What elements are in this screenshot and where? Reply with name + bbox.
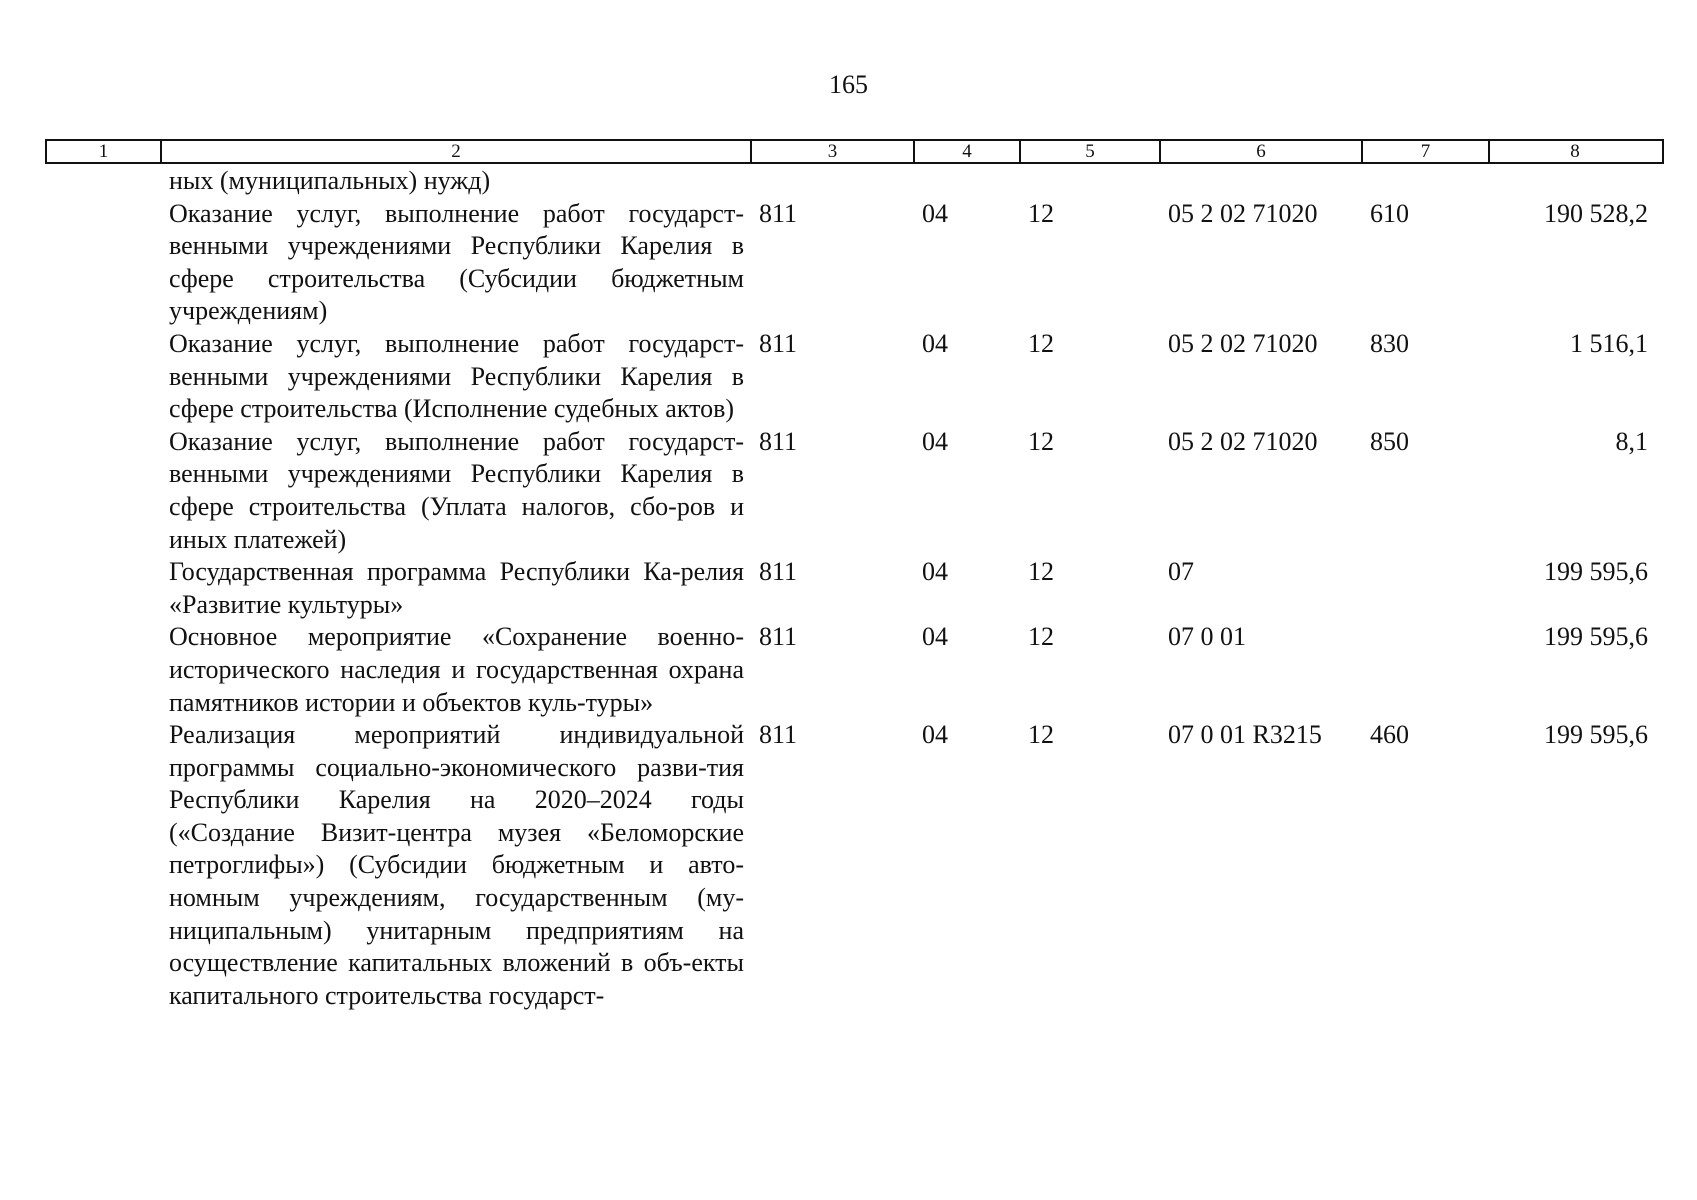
row-vr <box>1359 556 1486 621</box>
table-row <box>45 198 1664 328</box>
row-pr: 12 <box>1028 622 1054 652</box>
row-sum: 199 595,6 <box>1544 622 1648 652</box>
row-rz: 04 <box>922 720 948 750</box>
table-row <box>45 621 1664 719</box>
table-header-row <box>45 139 1664 164</box>
row-pr: 12 <box>1028 328 1054 358</box>
row-pr: 12 <box>1028 426 1054 456</box>
row-name: Государственная программа Республики Ка-релия «Развитие культуры» <box>169 557 744 619</box>
table-row <box>45 719 1664 1012</box>
row-vr: 460 <box>1370 720 1409 750</box>
table-row <box>45 328 1664 426</box>
row-continuation-text: ных (муниципальных) нужд) <box>169 166 491 195</box>
row-rz: 04 <box>922 426 948 456</box>
row-pr: 12 <box>1028 198 1054 228</box>
row-csr: 05 2 02 71020 <box>1168 198 1318 228</box>
row-gr: 811 <box>759 622 798 652</box>
header-col-6: 6 <box>1159 141 1361 162</box>
header-col-8: 8 <box>1488 141 1660 162</box>
row-sum: 1 516,1 <box>1570 328 1648 358</box>
row-vr <box>1359 621 1486 719</box>
row-name: Оказание услуг, выполнение работ государст-венными учреждениями Республики Карелия в сфере строительства (Уплата налогов, сбо-ров и иных платежей) <box>169 426 744 554</box>
row-rz: 04 <box>922 328 948 358</box>
header-col-3: 3 <box>750 141 913 162</box>
row-rz: 04 <box>922 622 948 652</box>
row-csr: 05 2 02 71020 <box>1168 328 1318 358</box>
table-row <box>45 556 1664 621</box>
row-rz: 04 <box>922 198 948 228</box>
row-gr: 811 <box>759 720 798 750</box>
row-pr: 12 <box>1028 557 1054 587</box>
row-name: Основное мероприятие «Сохранение военно-исторического наследия и государственная охрана памятников истории и объектов куль-туры» <box>169 622 744 717</box>
row-name: Оказание услуг, выполнение работ государст-венными учреждениями Республики Карелия в сфере строительства (Субсидии бюджетным учреждениям) <box>169 198 744 326</box>
row-gr: 811 <box>759 426 798 456</box>
row-sum: 8,1 <box>1615 426 1648 456</box>
table-row <box>45 426 1664 556</box>
row-csr: 07 <box>1168 557 1194 587</box>
row-sum: 199 595,6 <box>1544 557 1648 587</box>
row-name: Реализация мероприятий индивидуальной программы социально-экономического разви-тия Республики Карелия на 2020–2024 годы («Создание Визит-центра музея «Беломорские петроглифы») (Субсидии бюджетным и авто-номным учреждениям, государственным (му-ниципальным) унитарным предприятиям на осуществление капитальных вложений в объ-екты капитального строительства государст- <box>169 720 744 1010</box>
row-csr: 07 0 01 <box>1168 622 1246 652</box>
header-col-1: 1 <box>98 141 109 162</box>
row-csr: 07 0 01 R3215 <box>1168 720 1322 750</box>
budget-table <box>45 139 1664 1012</box>
row-gr: 811 <box>759 328 798 358</box>
row-sum: 199 595,6 <box>1544 720 1648 750</box>
row-rz: 04 <box>922 557 948 587</box>
table-row-continuation <box>45 165 1664 198</box>
row-csr: 05 2 02 71020 <box>1168 426 1318 456</box>
row-vr: 830 <box>1370 328 1409 358</box>
row-name: Оказание услуг, выполнение работ государст-венными учреждениями Республики Карелия в сфере строительства (Исполнение судебных актов) <box>169 328 744 424</box>
header-col-7: 7 <box>1361 141 1488 162</box>
row-vr: 850 <box>1370 426 1409 456</box>
header-col-4: 4 <box>913 141 1019 162</box>
row-pr: 12 <box>1028 720 1054 750</box>
row-sum: 190 528,2 <box>1544 198 1648 228</box>
header-col-5: 5 <box>1019 141 1159 162</box>
page-number: 165 <box>829 70 868 99</box>
row-vr: 610 <box>1370 198 1409 228</box>
header-col-2: 2 <box>160 141 750 162</box>
row-gr: 811 <box>759 198 798 228</box>
row-gr: 811 <box>759 557 798 587</box>
